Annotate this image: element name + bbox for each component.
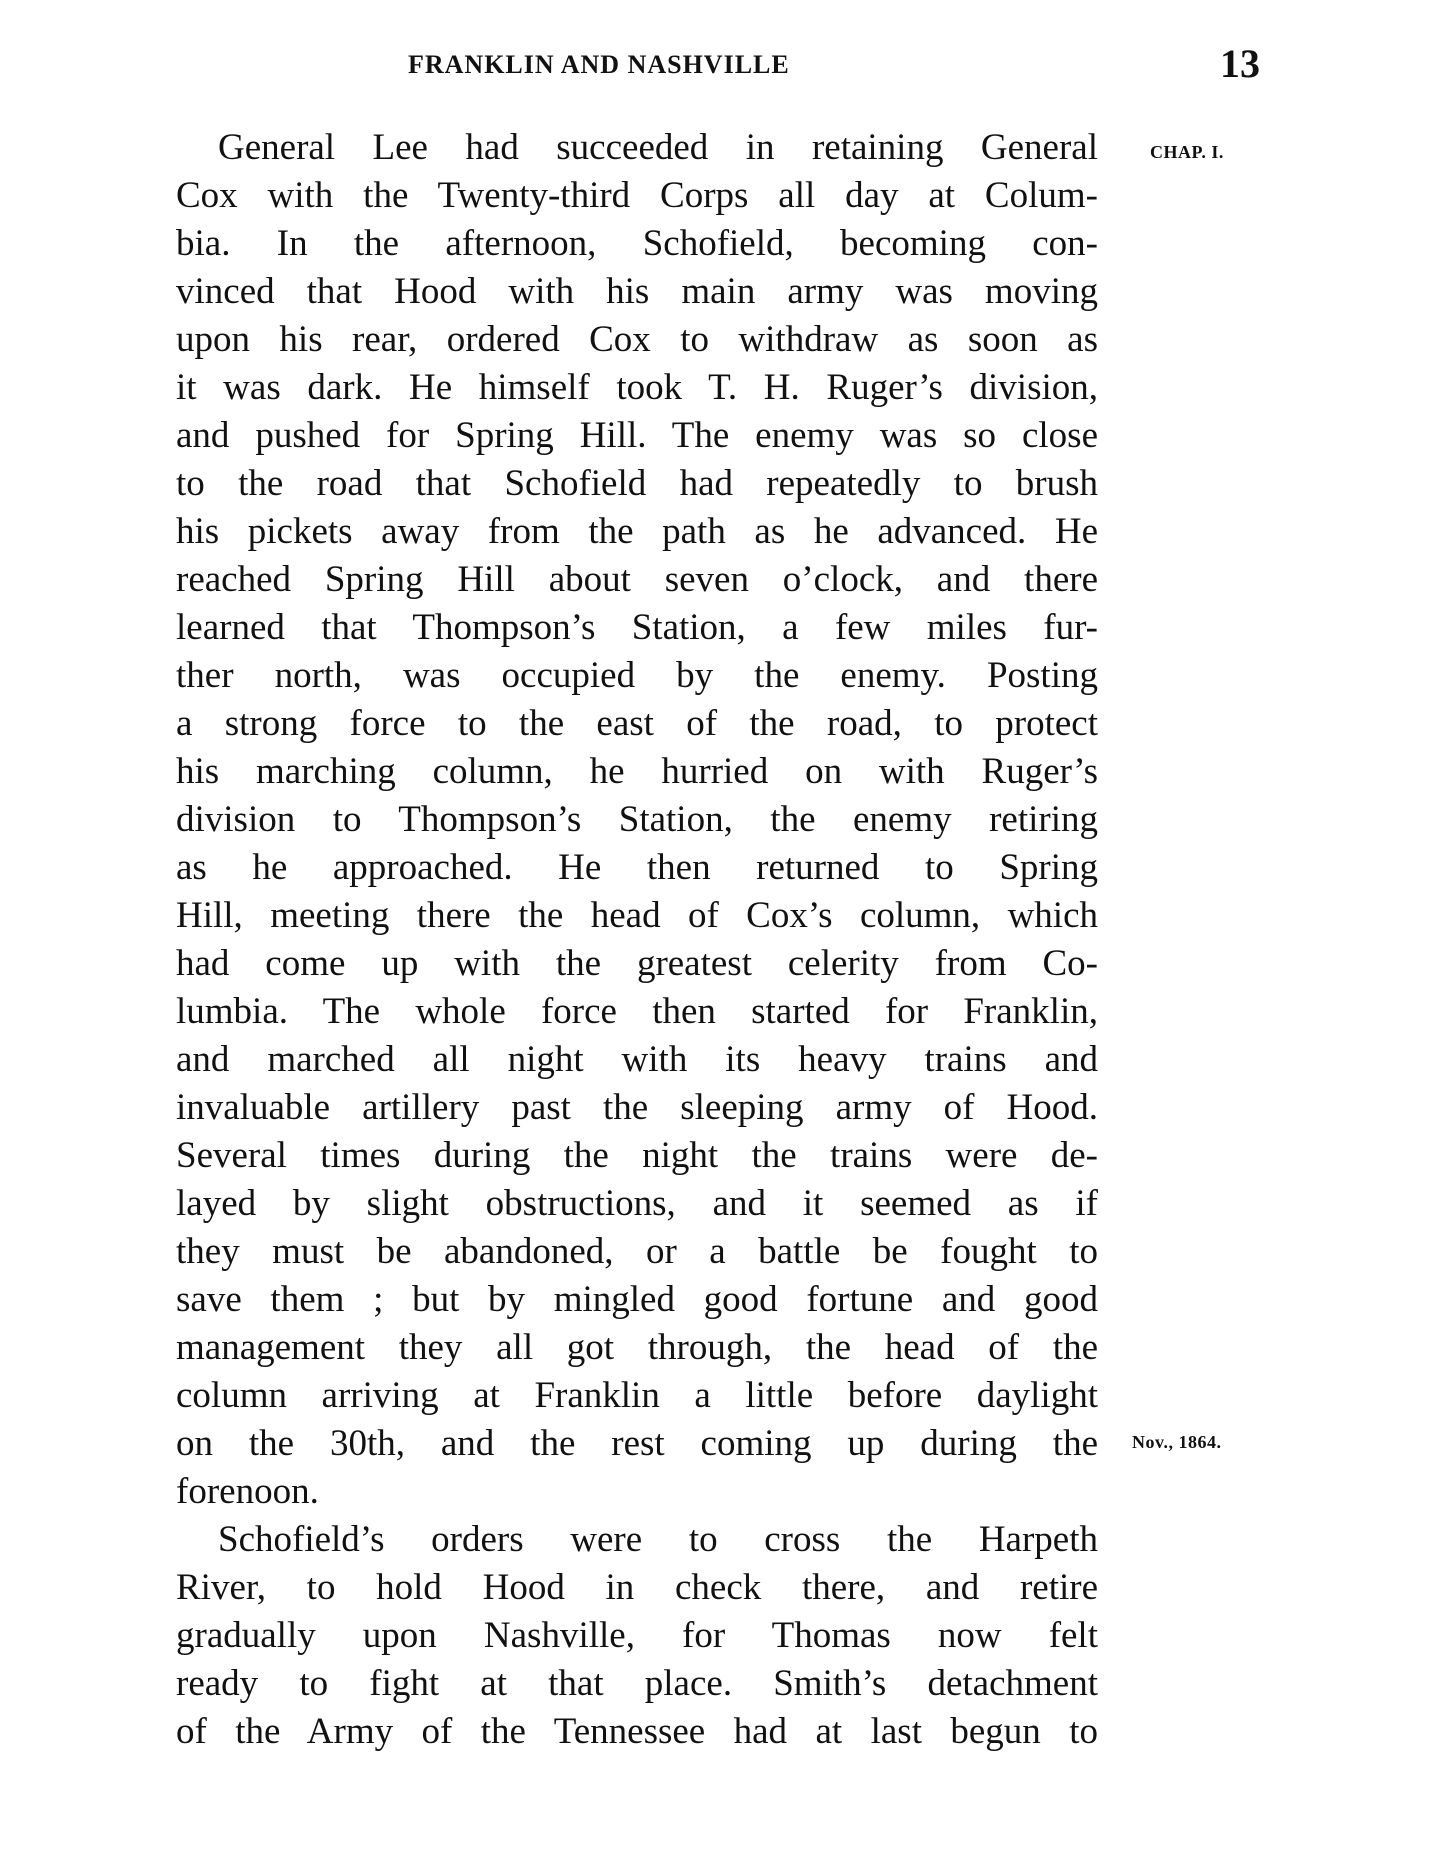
text-line: ready to fight at that place. Smith’s detachment — [176, 1663, 1098, 1704]
paragraph-2 — [176, 1516, 1098, 1756]
text-line: reached Spring Hill about seven o’clock, and there — [176, 559, 1098, 600]
text-line: upon his rear, ordered Cox to withdraw as soon as — [176, 319, 1098, 360]
text-line: it was dark. He himself took T. H. Ruger’s division, — [176, 367, 1098, 408]
text-line: his pickets away from the path as he advanced. He — [176, 511, 1098, 552]
text-line: had come up with the greatest celerity from Co- — [176, 943, 1098, 984]
text-line: to the road that Schofield had repeatedly to brush — [176, 463, 1098, 504]
text-line: invaluable artillery past the sleeping army of Hood. — [176, 1087, 1098, 1128]
text-line: and marched all night with its heavy trains and — [176, 1039, 1098, 1080]
text-line: division to Thompson’s Station, the enemy retiring — [176, 799, 1098, 840]
text-line: they must be abandoned, or a battle be fought to — [176, 1231, 1098, 1272]
body-text — [176, 124, 1098, 1756]
text-line: River, to hold Hood in check there, and retire — [176, 1567, 1098, 1608]
page-number: 13 — [1220, 41, 1260, 86]
text-line: forenoon. — [176, 1471, 319, 1512]
text-line: Hill, meeting there the head of Cox’s column, which — [176, 895, 1098, 936]
text-line: Schofield’s orders were to cross the Harpeth — [218, 1519, 1098, 1560]
text-line: vinced that Hood with his main army was moving — [176, 271, 1098, 312]
running-head: FRANKLIN AND NASHVILLE — [408, 50, 790, 79]
text-line: save them ; but by mingled good fortune and good — [176, 1279, 1098, 1320]
text-line: layed by slight obstructions, and it seemed as if — [176, 1183, 1098, 1224]
text-line: learned that Thompson’s Station, a few miles fur- — [176, 607, 1098, 648]
paragraph-1 — [176, 124, 1098, 1516]
text-line: bia. In the afternoon, Schofield, becoming con- — [176, 223, 1098, 264]
text-line: and pushed for Spring Hill. The enemy was so close — [176, 415, 1098, 456]
text-line: a strong force to the east of the road, to protect — [176, 703, 1098, 744]
text-line: General Lee had succeeded in retaining General — [218, 127, 1098, 168]
text-line: Several times during the night the trains were de- — [176, 1135, 1098, 1176]
margin-note-chapter: CHAP. I. — [1150, 142, 1224, 162]
text-line: as he approached. He then returned to Spring — [176, 847, 1098, 888]
text-line: his marching column, he hurried on with Ruger’s — [176, 751, 1098, 792]
margin-note-date: Nov., 1864. — [1132, 1432, 1222, 1452]
text-line: column arriving at Franklin a little before daylight — [176, 1375, 1098, 1416]
text-line: ther north, was occupied by the enemy. Posting — [176, 655, 1098, 696]
text-line: on the 30th, and the rest coming up during the — [176, 1423, 1098, 1464]
text-line: management they all got through, the head of the — [176, 1327, 1098, 1368]
text-line: Cox with the Twenty-third Corps all day at Colum- — [176, 175, 1098, 216]
text-line: lumbia. The whole force then started for Franklin, — [176, 991, 1098, 1032]
text-line: gradually upon Nashville, for Thomas now felt — [176, 1615, 1098, 1656]
text-line: of the Army of the Tennessee had at last begun to — [176, 1711, 1098, 1752]
